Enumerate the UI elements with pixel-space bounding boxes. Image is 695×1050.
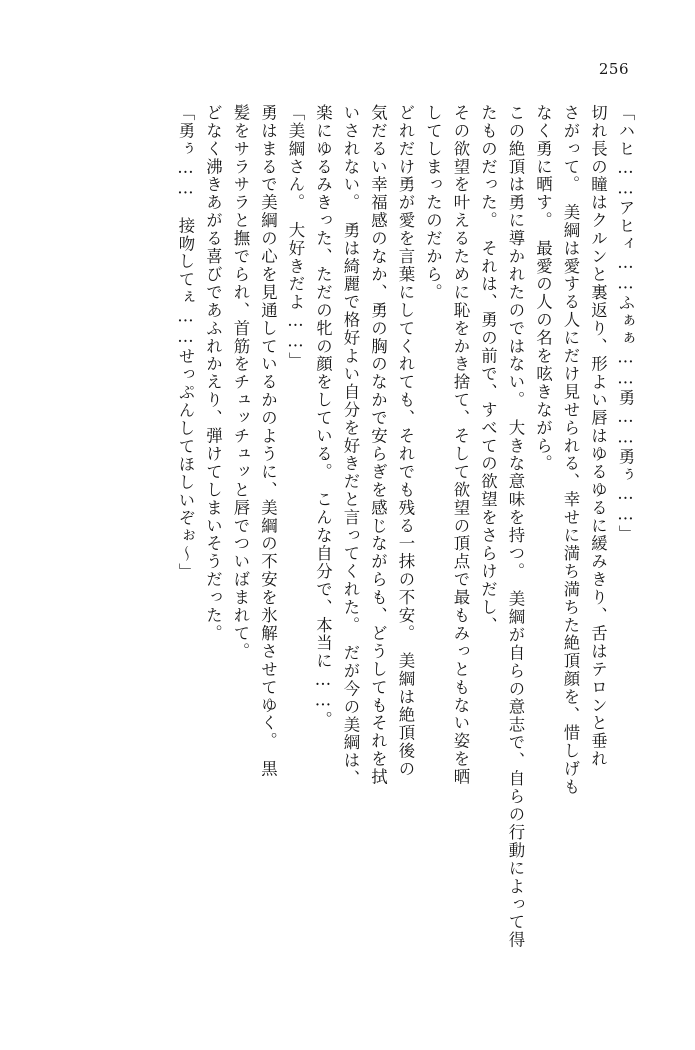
text-column: 気だるい幸福感のなか、勇の胸のなかで安らぎを感じながらも、どうしてもそれを拭 — [368, 104, 388, 787]
text-column: 「勇ぅ…… 接吻してぇ……せっぷんしてほしいぞぉ～」 — [176, 104, 195, 582]
text-column: 勇はまるで美綱の心を見通しているかのように、美綱の不安を氷解させてゆく。 黒 — [258, 104, 278, 778]
text-column: どれだけ勇が愛を言葉にしてくれても、それでも残る一抹の不安。 美綱は絶頂後の — [396, 104, 415, 778]
text-column: 楽にゆるみきった、ただの牝の顔をしている。 こんな自分で、本当に……。 — [313, 104, 333, 730]
text-column: どなく沸きあがる喜びであふれかえり、弾けてしまいそうだった。 — [203, 104, 223, 643]
text-column: 「ハヒ……アヒィ……ふぁぁ……勇……勇ぅ……」 — [616, 104, 635, 543]
text-column: 「美綱さん。 大好きだよ……」 — [286, 104, 305, 371]
text-column: その欲望を叶えるために恥をかき捨て、そして欲望の頂点で最もみっともない姿を晒 — [451, 104, 470, 787]
text-column: してしまったのだから。 — [423, 104, 443, 302]
text-column: この絶頂は勇に導かれたのではない。 大きな意味を持つ。 美綱が自らの意志で、自らの行動によって得 — [506, 104, 525, 950]
text-column: 髪をサラサラと撫でられ、首筋をチュッチュッと唇でついばまれて。 — [231, 104, 250, 661]
page-number: 256 — [598, 60, 629, 78]
vertical-text-body — [70, 104, 633, 964]
text-column: さがって。 美綱は愛する人にだけ見せられる、幸せに満ち満ちた絶頂顔を、惜しげも — [561, 104, 580, 796]
text-column: 切れ長の瞳はクルンと裏返り、形よい唇はゆるゆるに緩みきり、舌はテロンと垂れ — [588, 104, 608, 769]
text-column: いされない。 勇は綺麗で格好よい自分を好きだと言ってくれた。 だが今の美綱は、 — [341, 104, 360, 788]
text-column: なく勇に晒す。 最愛の人の名を呟きながら。 — [533, 104, 553, 473]
text-column: たものだった。 それは、勇の前で、すべての欲望をさらけだし、 — [478, 104, 498, 635]
